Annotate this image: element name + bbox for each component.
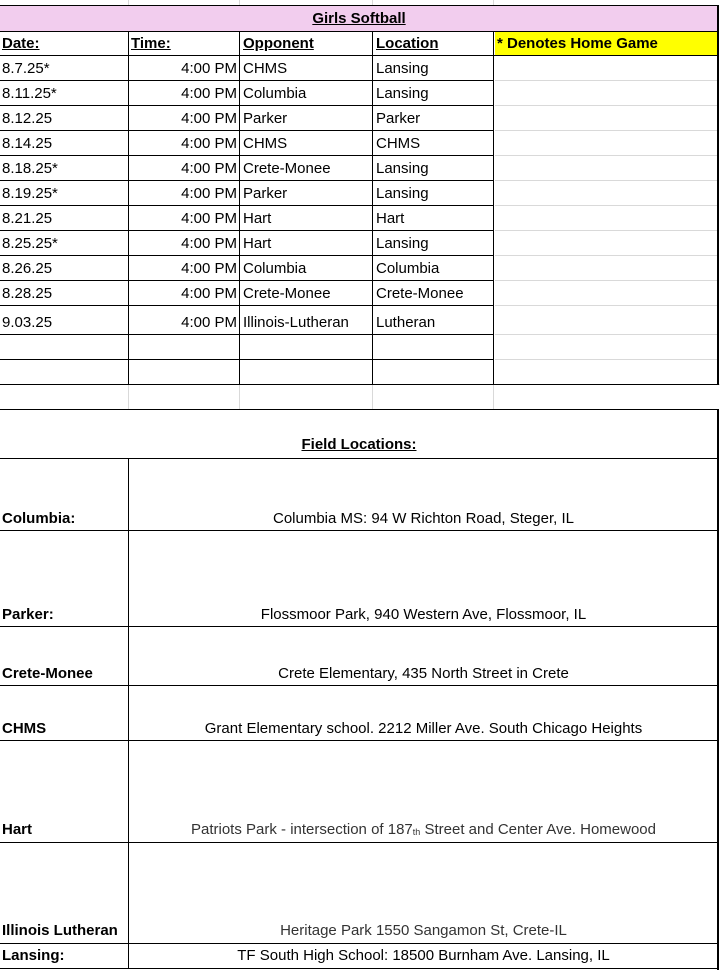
row-location: Lansing (376, 160, 429, 177)
row-opponent: Columbia (243, 85, 307, 102)
row-opponent: Hart (243, 210, 272, 227)
row-time: 4:00 PM (181, 135, 237, 152)
header-location: Location (376, 35, 439, 52)
row-location: CHMS (376, 135, 421, 152)
field-name-columbia: Columbia: (2, 510, 76, 527)
header-date: Date: (2, 35, 40, 52)
row-date: 8.21.25 (2, 210, 53, 227)
row-date: 8.12.25 (2, 110, 53, 127)
row-date: 8.26.25 (2, 260, 53, 277)
row-location: Columbia (376, 260, 440, 277)
row-time: 4:00 PM (181, 235, 237, 252)
row-location: Crete-Monee (376, 285, 464, 302)
row-time: 4:00 PM (181, 85, 237, 102)
row-location: Hart (376, 210, 405, 227)
row-location: Lutheran (376, 314, 436, 331)
row-time: 4:00 PM (181, 260, 237, 277)
field-address-columbia: Columbia MS: 94 W Richton Road, Steger, IL (273, 510, 574, 527)
field-address-lansing: TF South High School: 18500 Burnham Ave. Lansing, IL (237, 947, 610, 964)
row-opponent: Crete-Monee (243, 160, 331, 177)
row-date: 8.25.25* (2, 235, 58, 252)
row-date: 9.03.25 (2, 314, 53, 331)
row-date: 8.18.25* (2, 160, 58, 177)
field-name-lansing: Lansing: (2, 947, 65, 964)
row-time: 4:00 PM (181, 110, 237, 127)
row-location: Lansing (376, 185, 429, 202)
row-date: 8.11.25* (2, 85, 57, 102)
row-opponent: Parker (243, 185, 288, 202)
field-name-illinois-lutheran: Illinois Lutheran (2, 922, 118, 939)
row-time: 4:00 PM (181, 285, 237, 302)
field-address-illinois-lutheran: Heritage Park 1550 Sangamon St, Crete-IL (280, 922, 567, 939)
row-opponent: Illinois-Lutheran (243, 314, 349, 331)
row-opponent: Parker (243, 110, 288, 127)
home-game-note: * Denotes Home Game (495, 32, 717, 55)
field-name-crete-monee: Crete-Monee (2, 665, 93, 682)
row-date: 8.14.25 (2, 135, 53, 152)
field-locations-title: Field Locations: (301, 436, 417, 453)
row-location: Lansing (376, 60, 429, 77)
field-address-crete-monee: Crete Elementary, 435 North Street in Crete (278, 665, 569, 682)
schedule-title: Girls Softball (0, 6, 718, 31)
field-name-chms: CHMS (2, 720, 47, 737)
header-opponent: Opponent (243, 35, 314, 52)
row-date: 8.7.25* (2, 60, 50, 77)
field-name-hart: Hart (2, 821, 33, 838)
row-opponent: CHMS (243, 135, 288, 152)
row-location: Lansing (376, 235, 429, 252)
row-location: Lansing (376, 85, 429, 102)
row-date: 8.28.25 (2, 285, 53, 302)
field-address-hart: Patriots Park - intersection of $187_{th}$ Street and Center Ave. Homewood (191, 821, 656, 838)
row-opponent: Crete-Monee (243, 285, 331, 302)
row-date: 8.19.25* (2, 185, 58, 202)
field-name-parker: Parker: (2, 606, 54, 623)
row-opponent: Hart (243, 235, 272, 252)
row-location: Parker (376, 110, 421, 127)
row-time: 4:00 PM (181, 160, 237, 177)
row-time: 4:00 PM (181, 210, 237, 227)
header-time: Time: (131, 35, 171, 52)
row-time: 4:00 PM (181, 314, 237, 331)
field-address-parker: Flossmoor Park, 940 Western Ave, Flossmoor, IL (260, 606, 587, 623)
field-address-chms: Grant Elementary school. 2212 Miller Ave. South Chicago Heights (204, 720, 643, 737)
row-time: 4:00 PM (181, 60, 237, 77)
row-opponent: Columbia (243, 260, 307, 277)
row-opponent: CHMS (243, 60, 288, 77)
row-time: 4:00 PM (181, 185, 237, 202)
